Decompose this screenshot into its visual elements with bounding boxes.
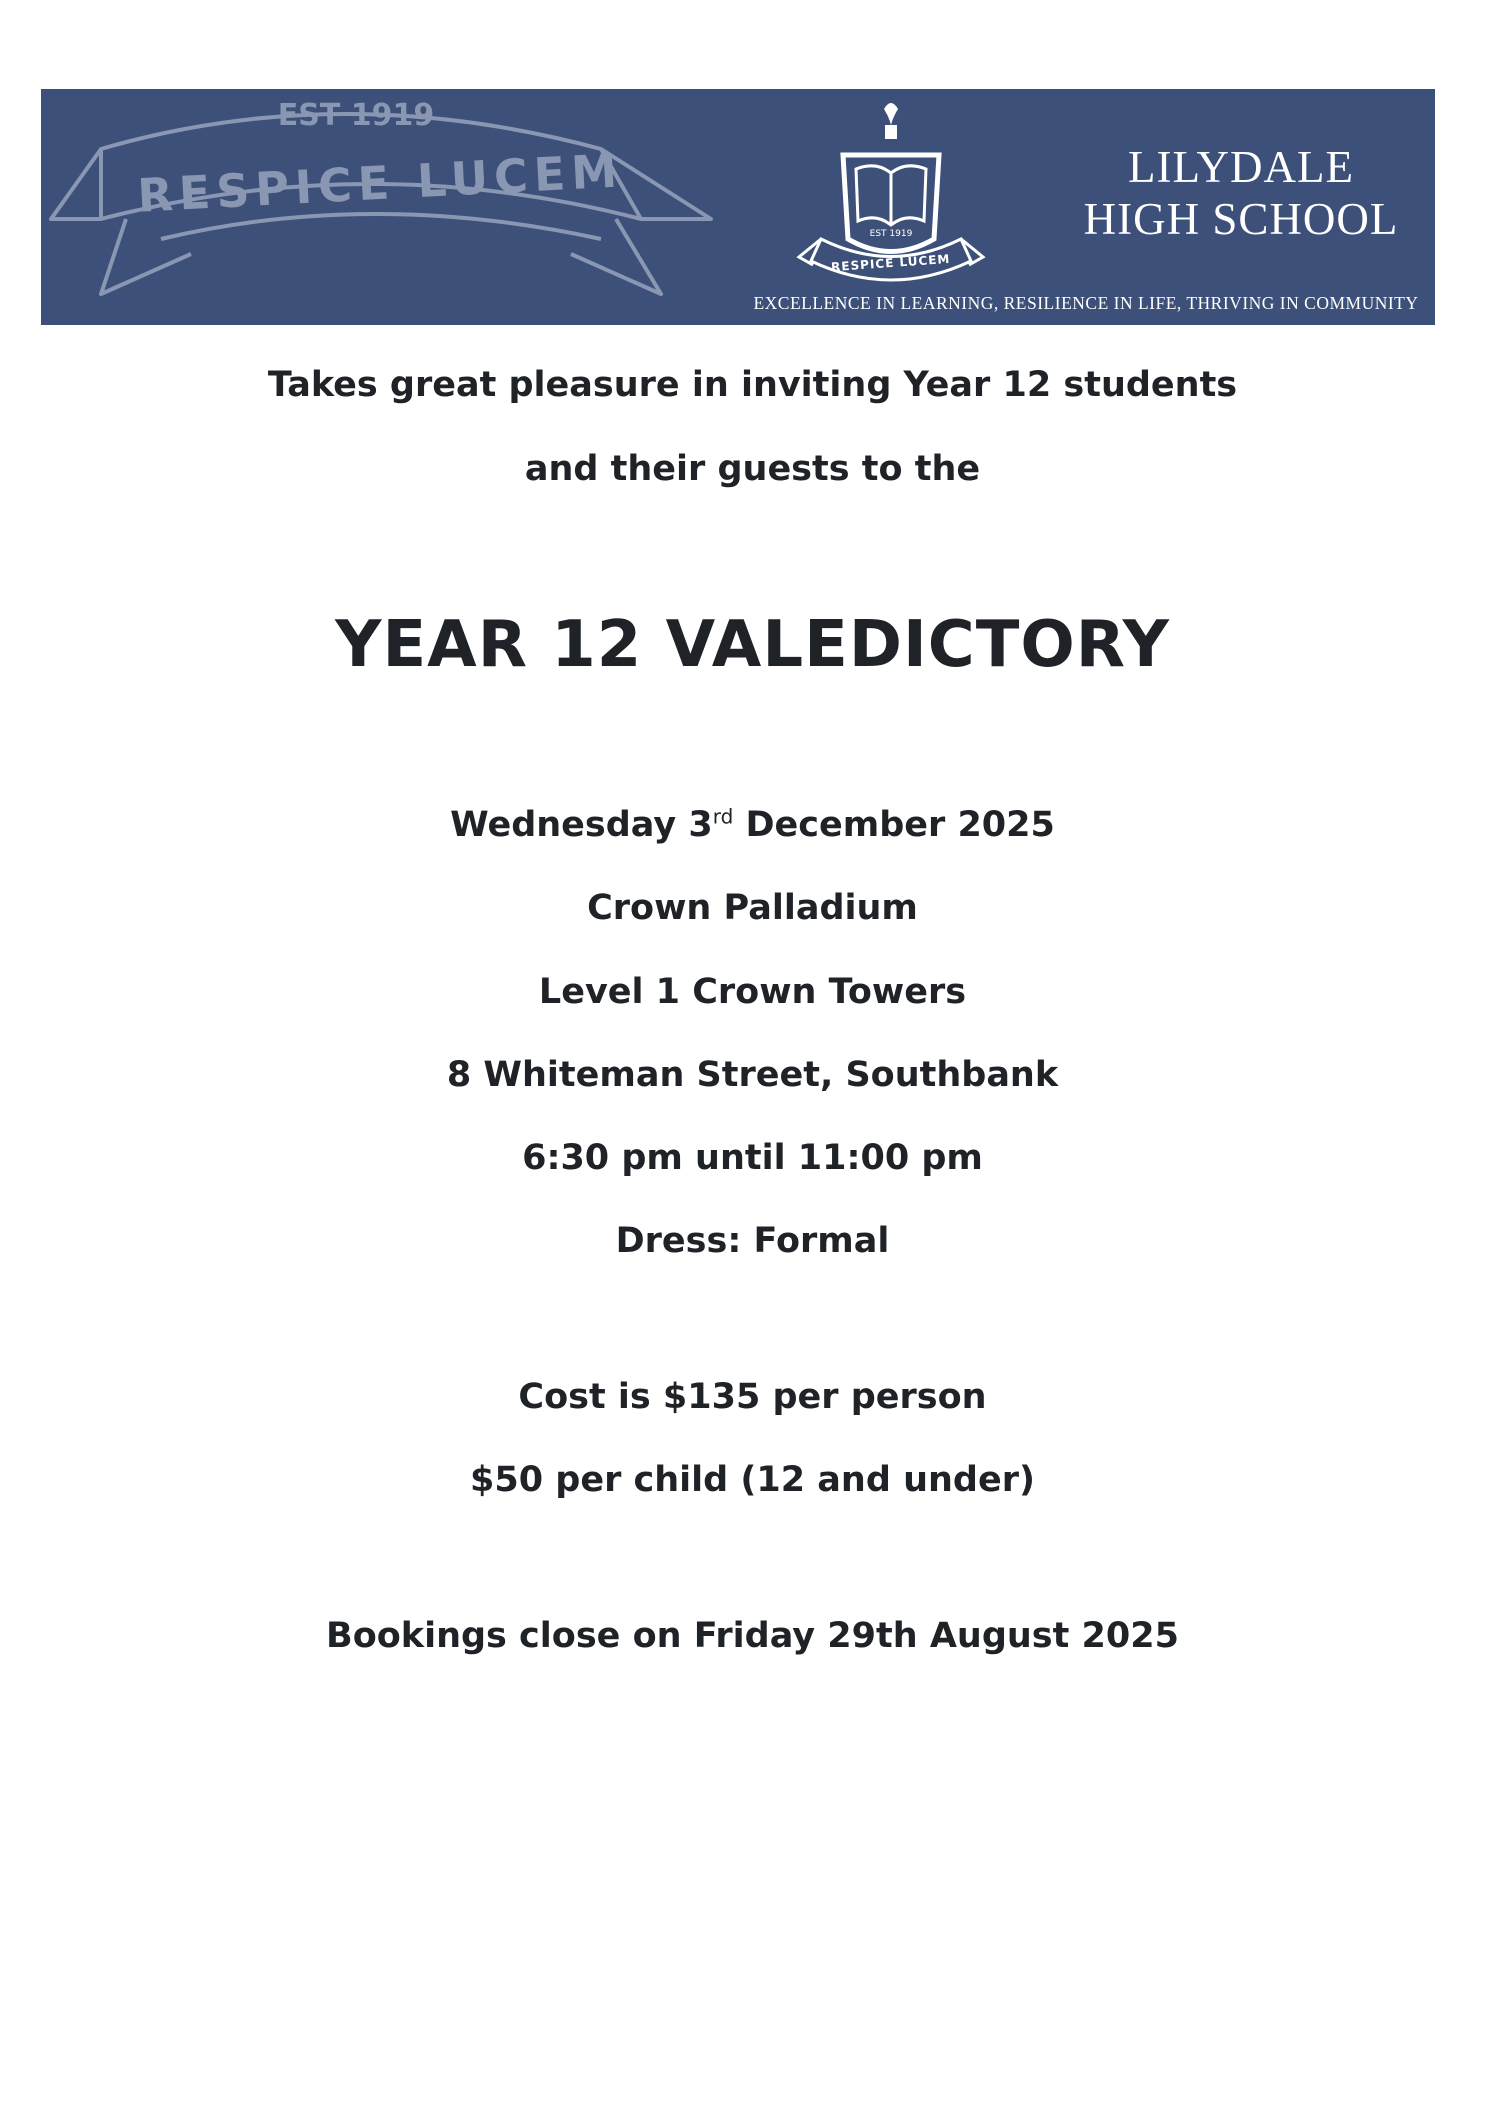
school-name-line1: LILYDALE [1128,142,1354,192]
invitation-line-1: Takes great pleasure in inviting Year 12 students [267,365,1238,405]
school-tagline: EXCELLENCE IN LEARNING, RESILIENCE IN LIFE, THRIVING IN COMMUNITY [753,293,1419,313]
price-child: $50 per child (12 and under) [470,1460,1035,1500]
event-date-day: Wednesday 3 [450,805,713,845]
event-title: YEAR 12 VALEDICTORY [335,608,1170,682]
event-location: Level 1 Crown Towers [538,972,967,1012]
school-name-line2: HIGH SCHOOL [1083,194,1399,244]
price-adult: Cost is $135 per person [518,1377,987,1417]
motto-text: RESPICE LUCEM [136,143,625,223]
event-date-suffix: rd [712,804,734,829]
event-time: 6:30 pm until 11:00 pm [522,1138,983,1178]
est-label: EST 1919 [277,98,435,133]
header-banner [41,89,1435,325]
event-address: 8 Whiteman Street, Southbank [446,1055,1059,1095]
crest-motto: RESPICE LUCEM [830,251,951,275]
event-dress: Dress: Formal [615,1221,890,1261]
school-name [1031,141,1435,245]
event-date [0,805,1505,845]
bookings-close: Bookings close on Friday 29th August 2025 [326,1616,1179,1656]
crest-icon [799,103,983,280]
event-date-rest: December 2025 [733,805,1055,845]
invitation-line-2: and their guests to the [524,449,981,489]
event-venue: Crown Palladium [587,888,918,928]
crest-est-label: EST 1919 [869,229,913,239]
